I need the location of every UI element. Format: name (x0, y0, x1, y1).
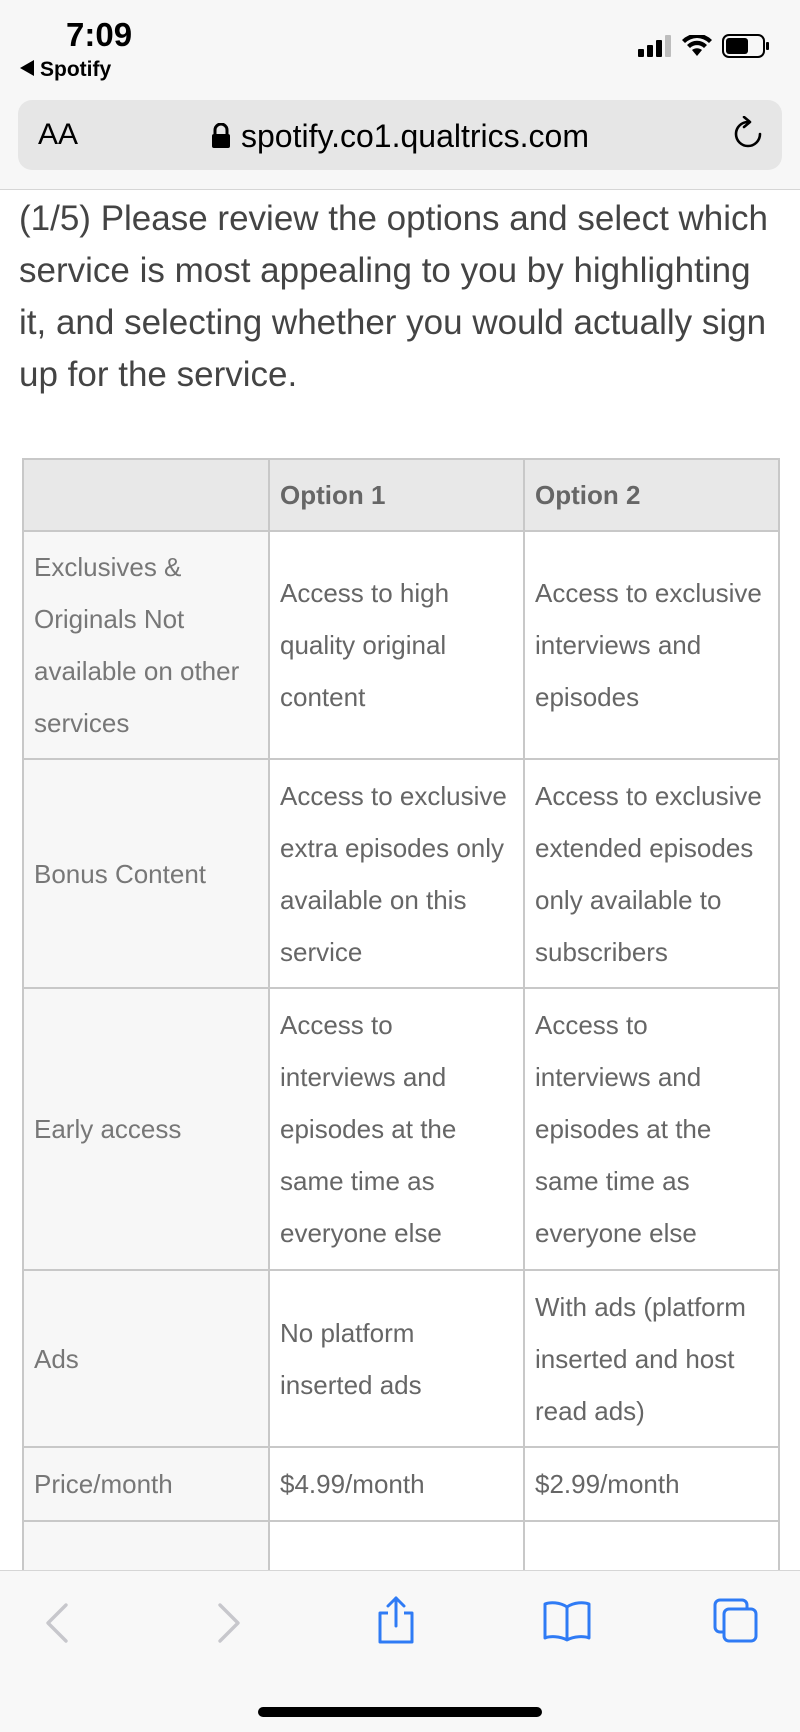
signal-icon (638, 35, 672, 62)
table-row (23, 1270, 779, 1447)
option-1-cell[interactable]: Access to high quality original content (269, 531, 524, 759)
header-option-1[interactable]: Option 1 (269, 459, 524, 531)
bookmarks-icon (542, 1630, 592, 1647)
tabs-icon (712, 1632, 760, 1649)
back-button[interactable] (40, 1601, 74, 1650)
table-row (23, 1447, 779, 1521)
option-1-cell[interactable]: No platform inserted ads (269, 1270, 524, 1447)
question-text: (1/5) Please review the options and select which service is most appealing to you by highlighting it, and selecting whether you would actually sign up for the service. (19, 199, 769, 394)
url-field[interactable] (18, 118, 782, 157)
back-icon (40, 1632, 74, 1649)
row-label: Ads (23, 1270, 269, 1447)
option-2-cell[interactable]: $2.99/month (524, 1447, 779, 1521)
url-text: spotify.co1.qualtrics.com (241, 118, 589, 154)
share-button[interactable] (374, 1595, 418, 1650)
back-app-label: Spotify (40, 58, 112, 81)
battery-icon (722, 34, 770, 63)
option-1-cell[interactable]: Access to exclusive extra episodes only available on this service (269, 759, 524, 988)
table-row (23, 759, 779, 988)
lock-icon (211, 120, 231, 157)
status-bar (0, 0, 800, 92)
reload-button[interactable] (730, 116, 766, 157)
status-time: 7:09 (66, 16, 133, 53)
option-1-cell[interactable]: Access to interviews and episodes at the same time as everyone else (269, 988, 524, 1270)
tabs-button[interactable] (712, 1597, 760, 1650)
back-to-app-link[interactable] (20, 58, 111, 82)
table-row (23, 531, 779, 759)
table-row (23, 988, 779, 1270)
row-label: Bonus Content (23, 759, 269, 988)
wifi-icon (682, 35, 712, 62)
bookmarks-button[interactable] (542, 1599, 592, 1648)
option-2-cell[interactable]: Access to interviews and episodes at the same time as everyone else (524, 988, 779, 1270)
option-2-cell[interactable]: Access to exclusive interviews and episodes (524, 531, 779, 759)
home-indicator[interactable] (258, 1707, 542, 1717)
option-2-cell[interactable]: Access to exclusive extended episodes only available to subscribers (524, 759, 779, 988)
address-bar-area (0, 92, 800, 190)
row-label: Early access (23, 988, 269, 1270)
aa-label: AA (38, 118, 79, 151)
back-triangle-icon (20, 58, 34, 82)
row-label: Price/month (23, 1447, 269, 1521)
share-icon (374, 1632, 418, 1649)
header-empty (23, 459, 269, 531)
option-1-cell[interactable]: $4.99/month (269, 1447, 524, 1521)
reload-icon (730, 139, 766, 156)
forward-icon (212, 1632, 246, 1649)
forward-button[interactable] (212, 1601, 246, 1650)
header-option-2[interactable]: Option 2 (524, 459, 779, 531)
status-icons (638, 34, 770, 63)
table-header-row (23, 459, 779, 531)
options-table (22, 458, 780, 1596)
option-2-cell[interactable]: With ads (platform inserted and host read ads) (524, 1270, 779, 1447)
row-label: Exclusives & Originals Not available on other services (23, 531, 269, 759)
address-bar[interactable] (18, 100, 782, 170)
